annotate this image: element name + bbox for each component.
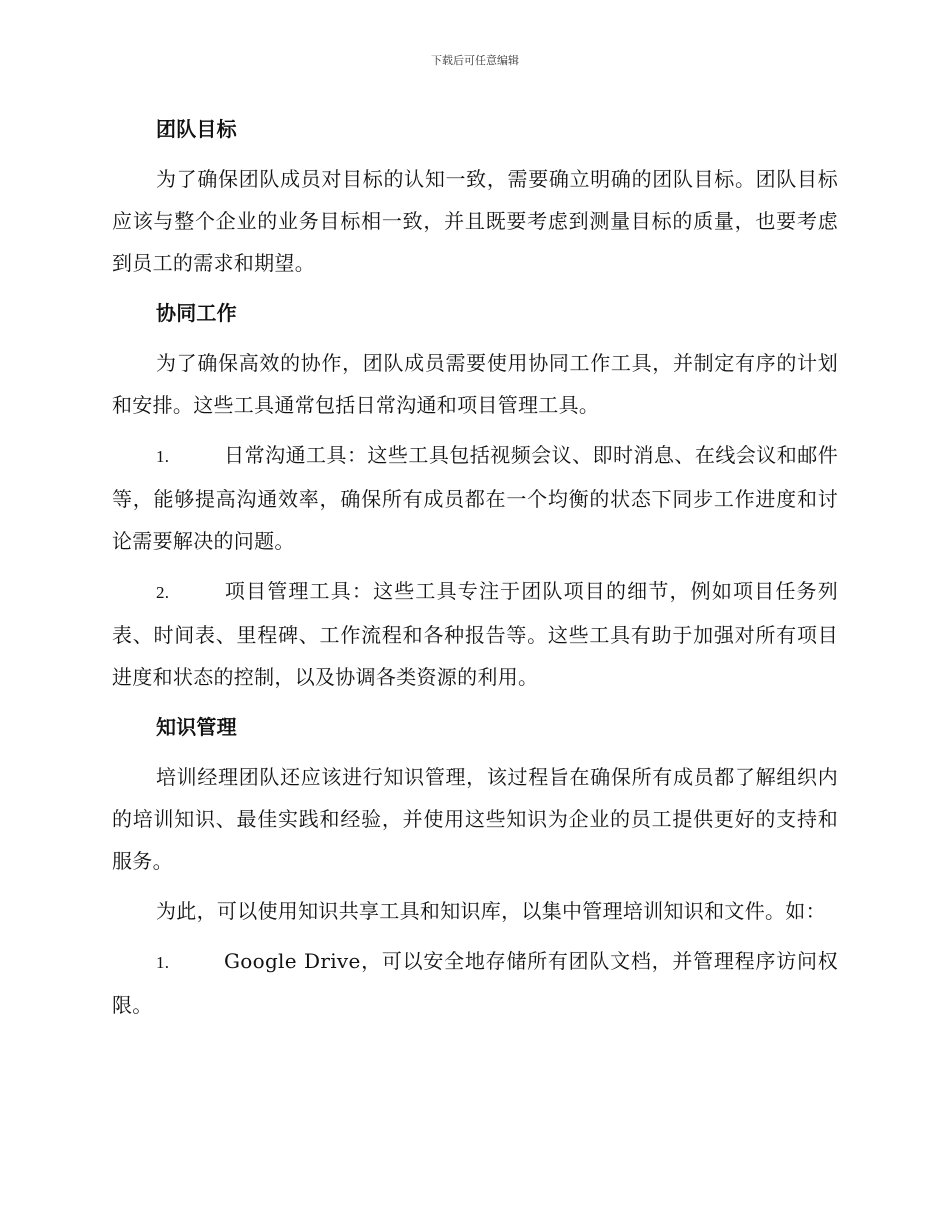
paragraph-collab: 为了确保高效的协作，团队成员需要使用协同工作工具，并制定有序的计划和安排。这些工具通常包括日常沟通和项目管理工具。 bbox=[112, 351, 838, 417]
document-body bbox=[112, 108, 838, 1034]
list-number: 2. bbox=[156, 583, 170, 602]
list-number: 1. bbox=[156, 447, 170, 466]
section-heading-goal: 团队目标 bbox=[156, 117, 237, 141]
list-number: 1. bbox=[156, 953, 170, 972]
list-item-project-management bbox=[112, 570, 838, 698]
section-heading-knowledge: 知识管理 bbox=[156, 715, 237, 739]
list-item-text: Google Drive，可以安全地存储所有团队文档，并管理程序访问权限。 bbox=[112, 949, 838, 1017]
paragraph-knowledge-1: 培训经理团队还应该进行知识管理，该过程旨在确保所有成员都了解组织内的培训知识、最佳实践和经验，并使用这些知识为企业的员工提供更好的支持和服务。 bbox=[112, 765, 838, 873]
paragraph-goal: 为了确保团队成员对目标的认知一致，需要确立明确的团队目标。团队目标应该与整个企业的业务目标相一致，并且既要考虑到测量目标的质量，也要考虑到员工的需求和期望。 bbox=[112, 167, 838, 275]
paragraph-knowledge-2: 为此，可以使用知识共享工具和知识库，以集中管理培训知识和文件。如： bbox=[156, 899, 826, 923]
section-heading-collab: 协同工作 bbox=[156, 301, 237, 325]
page-header: 下载后可任意编辑 bbox=[431, 54, 519, 67]
list-item-google-drive bbox=[112, 940, 838, 1026]
list-item-communication bbox=[112, 434, 838, 562]
list-item-text: 项目管理工具：这些工具专注于团队项目的细节，例如项目任务列表、时间表、里程碑、工作流程和各种报告等。这些工具有助于加强对所有项目进度和状态的控制，以及协调各类资源的利用。 bbox=[112, 579, 838, 689]
list-item-text: 日常沟通工具：这些工具包括视频会议、即时消息、在线会议和邮件等，能够提高沟通效率，确保所有成员都在一个均衡的状态下同步工作进度和讨论需要解决的问题。 bbox=[112, 443, 838, 553]
